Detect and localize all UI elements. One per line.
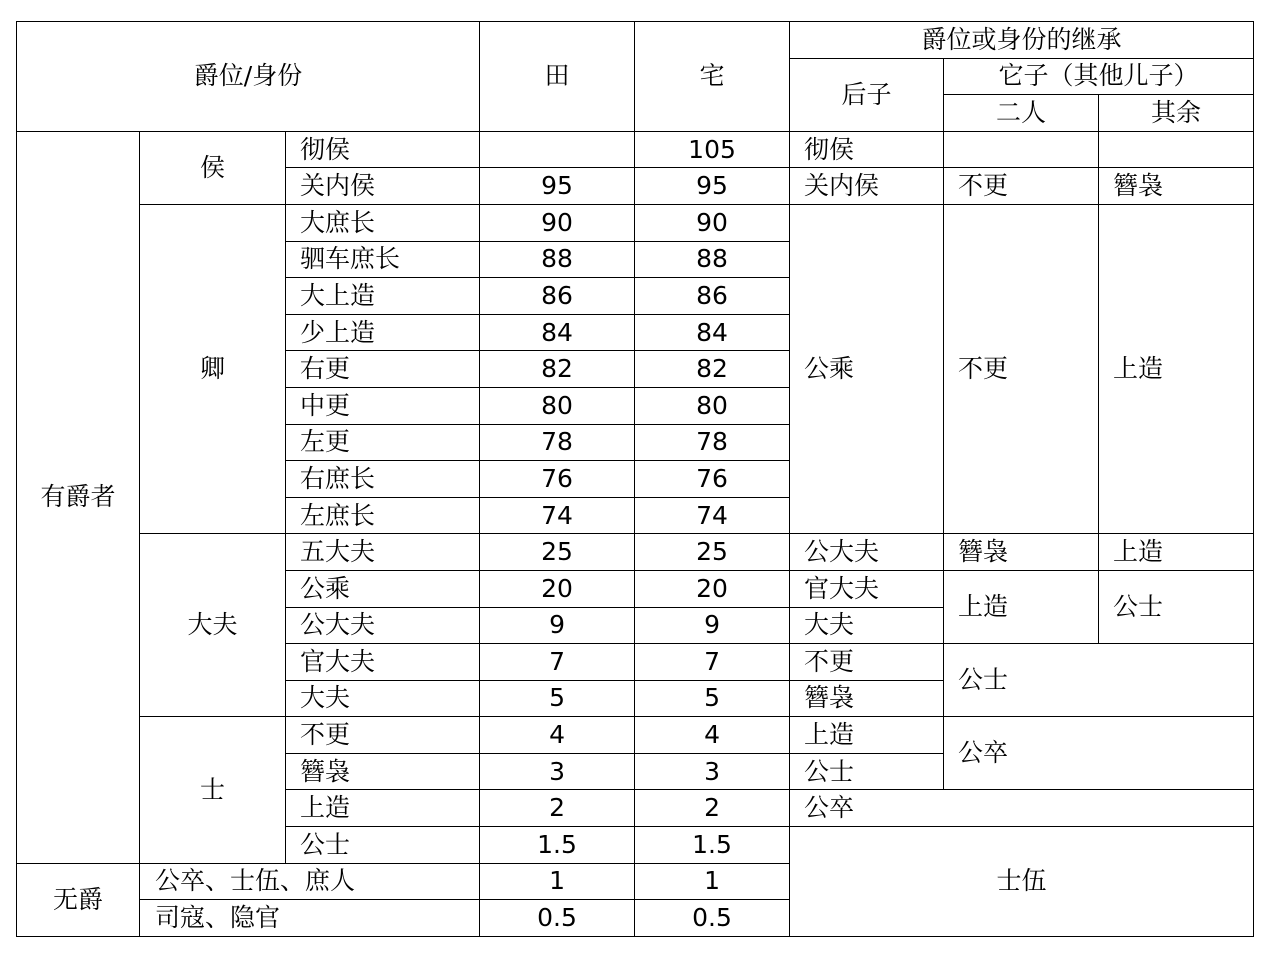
tian-cell: 95 bbox=[480, 168, 635, 205]
group-wujue: 无爵 bbox=[17, 863, 140, 936]
houzi-cell: 彻侯 bbox=[790, 131, 944, 168]
zhai-cell: 25 bbox=[635, 534, 790, 571]
houzi-cell: 不更 bbox=[790, 644, 944, 681]
zhai-cell: 86 bbox=[635, 278, 790, 315]
rank-cell: 公卒、士伍、庶人 bbox=[140, 863, 480, 900]
tian-cell: 86 bbox=[480, 278, 635, 315]
rank-cell: 公大夫 bbox=[286, 607, 480, 644]
zhai-cell: 7 bbox=[635, 644, 790, 681]
qing-houzi-cell: 公乘 bbox=[790, 204, 944, 533]
zhai-cell: 105 bbox=[635, 131, 790, 168]
header-tian: 田 bbox=[480, 22, 635, 132]
zhai-cell: 20 bbox=[635, 570, 790, 607]
zhai-cell: 84 bbox=[635, 314, 790, 351]
houzi-cell: 公士 bbox=[790, 753, 944, 790]
tian-cell: 20 bbox=[480, 570, 635, 607]
zhai-cell: 4 bbox=[635, 717, 790, 754]
header-erren: 二人 bbox=[944, 95, 1099, 132]
qing-erren-cell: 不更 bbox=[944, 204, 1099, 533]
header-houzi: 后子 bbox=[790, 58, 944, 131]
rank-cell: 公乘 bbox=[286, 570, 480, 607]
bugeng-tazi-cell: 公卒 bbox=[944, 717, 1254, 790]
houzi-cell: 大夫 bbox=[790, 607, 944, 644]
zhai-cell: 0.5 bbox=[635, 900, 790, 937]
tian-cell: 1 bbox=[480, 863, 635, 900]
zhai-cell: 5 bbox=[635, 680, 790, 717]
qing-qiyu-cell: 上造 bbox=[1099, 204, 1254, 533]
table-row bbox=[17, 717, 1254, 754]
tian-cell: 78 bbox=[480, 424, 635, 461]
zhai-cell: 3 bbox=[635, 753, 790, 790]
rank-cell: 大夫 bbox=[286, 680, 480, 717]
houzi-cell: 官大夫 bbox=[790, 570, 944, 607]
tian-cell: 0.5 bbox=[480, 900, 635, 937]
rank-cell: 上造 bbox=[286, 790, 480, 827]
tian-cell: 25 bbox=[480, 534, 635, 571]
table-row bbox=[17, 204, 1254, 241]
zhai-cell: 2 bbox=[635, 790, 790, 827]
group-hou: 侯 bbox=[140, 131, 286, 204]
rank-cell: 左更 bbox=[286, 424, 480, 461]
rank-cell: 不更 bbox=[286, 717, 480, 754]
rank-cell: 大上造 bbox=[286, 278, 480, 315]
rank-cell: 官大夫 bbox=[286, 644, 480, 681]
zhai-cell: 74 bbox=[635, 497, 790, 534]
rank-cell: 右更 bbox=[286, 351, 480, 388]
group-dafu: 大夫 bbox=[140, 534, 286, 717]
zhai-cell: 9 bbox=[635, 607, 790, 644]
rank-cell: 左庶长 bbox=[286, 497, 480, 534]
erren-cell bbox=[944, 131, 1099, 168]
erren-cell: 簪袅 bbox=[944, 534, 1099, 571]
zhai-cell: 88 bbox=[635, 241, 790, 278]
tian-cell: 88 bbox=[480, 241, 635, 278]
tian-cell: 76 bbox=[480, 461, 635, 498]
header-inherit: 爵位或身份的继承 bbox=[790, 22, 1254, 59]
tian-cell: 74 bbox=[480, 497, 635, 534]
zhai-cell: 95 bbox=[635, 168, 790, 205]
group-qing: 卿 bbox=[140, 204, 286, 533]
tian-cell: 84 bbox=[480, 314, 635, 351]
rank-cell: 彻侯 bbox=[286, 131, 480, 168]
houzi-cell: 关内侯 bbox=[790, 168, 944, 205]
zhai-cell: 90 bbox=[635, 204, 790, 241]
group-youjue: 有爵者 bbox=[17, 131, 140, 863]
qiyu-cell: 上造 bbox=[1099, 534, 1254, 571]
table-row bbox=[17, 534, 1254, 571]
rank-cell: 中更 bbox=[286, 387, 480, 424]
rank-cell: 司寇、隐官 bbox=[140, 900, 480, 937]
zhai-cell: 78 bbox=[635, 424, 790, 461]
tian-cell: 9 bbox=[480, 607, 635, 644]
header-row-1 bbox=[17, 22, 1254, 59]
tian-cell: 90 bbox=[480, 204, 635, 241]
tian-cell: 82 bbox=[480, 351, 635, 388]
zhai-cell: 80 bbox=[635, 387, 790, 424]
header-qiyu: 其余 bbox=[1099, 95, 1254, 132]
rank-cell: 关内侯 bbox=[286, 168, 480, 205]
rank-cell: 少上造 bbox=[286, 314, 480, 351]
tian-cell: 5 bbox=[480, 680, 635, 717]
qiyu-cell bbox=[1099, 131, 1254, 168]
zhai-cell: 82 bbox=[635, 351, 790, 388]
tian-cell bbox=[480, 131, 635, 168]
header-tazi: 它子（其他儿子） bbox=[944, 58, 1254, 95]
zhai-cell: 76 bbox=[635, 461, 790, 498]
houzi-cell: 簪袅 bbox=[790, 680, 944, 717]
bottom-merged-cell: 士伍 bbox=[790, 827, 1254, 937]
tian-cell: 4 bbox=[480, 717, 635, 754]
header-zhai: 宅 bbox=[635, 22, 790, 132]
houzi-cell: 公大夫 bbox=[790, 534, 944, 571]
qiyu-cell: 簪袅 bbox=[1099, 168, 1254, 205]
erren-cell: 不更 bbox=[944, 168, 1099, 205]
table-row bbox=[17, 131, 1254, 168]
zhai-cell: 1 bbox=[635, 863, 790, 900]
tian-cell: 80 bbox=[480, 387, 635, 424]
rank-inheritance-table bbox=[16, 21, 1254, 937]
tian-cell: 2 bbox=[480, 790, 635, 827]
tian-cell: 1.5 bbox=[480, 827, 635, 864]
tian-cell: 7 bbox=[480, 644, 635, 681]
houzi-cell: 公卒 bbox=[790, 790, 1254, 827]
rank-cell: 右庶长 bbox=[286, 461, 480, 498]
rank-cell: 驷车庶长 bbox=[286, 241, 480, 278]
rank-cell: 五大夫 bbox=[286, 534, 480, 571]
houzi-cell: 上造 bbox=[790, 717, 944, 754]
header-title: 爵位/身份 bbox=[17, 22, 480, 132]
gongcheng-qiyu-cell: 公士 bbox=[1099, 570, 1254, 643]
group-shi: 士 bbox=[140, 717, 286, 863]
tian-cell: 3 bbox=[480, 753, 635, 790]
rank-cell: 大庶长 bbox=[286, 204, 480, 241]
zhai-cell: 1.5 bbox=[635, 827, 790, 864]
guandafu-tazi-cell: 公士 bbox=[944, 644, 1254, 717]
rank-cell: 簪袅 bbox=[286, 753, 480, 790]
rank-cell: 公士 bbox=[286, 827, 480, 864]
gongcheng-erren-cell: 上造 bbox=[944, 570, 1099, 643]
table-container bbox=[16, 21, 1254, 937]
